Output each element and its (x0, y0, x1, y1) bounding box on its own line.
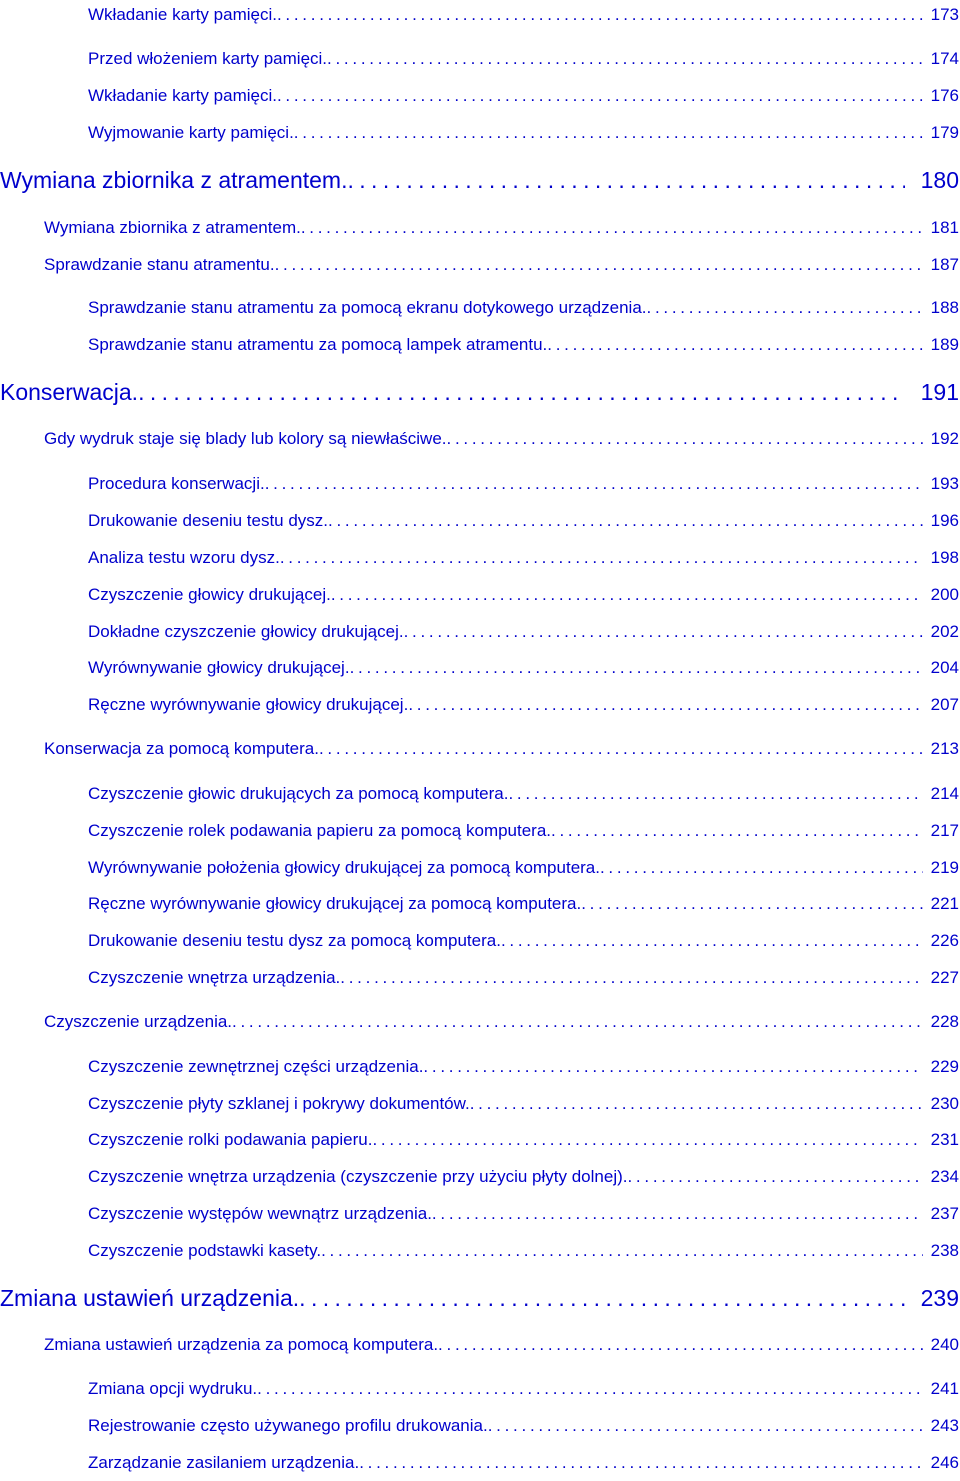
toc-entry-title: Rejestrowanie często używanego profilu drukowania. (88, 1416, 488, 1435)
toc-entry-page-number: 238 (930, 1241, 959, 1260)
toc-entry-page-number: 217 (930, 821, 959, 840)
toc-entry-page-number: 227 (930, 968, 959, 987)
dot-leader (470, 1093, 923, 1115)
toc-entry[interactable] (44, 1011, 959, 1033)
dot-leader (257, 1378, 923, 1400)
dot-leader (647, 297, 923, 319)
dot-leader (327, 48, 923, 70)
toc-entry-title: Czyszczenie głowicy drukującej. (88, 585, 331, 604)
toc-entry-title: Wymiana zbiornika z atramentem. (44, 218, 301, 237)
toc-entry-title: Konserwacja. (0, 379, 139, 405)
toc-entry[interactable] (44, 254, 959, 276)
dot-leader (551, 820, 923, 842)
toc-entry-title: Wkładanie karty pamięci. (88, 86, 277, 105)
dot-leader (359, 1452, 922, 1474)
toc-entry-page-number: 226 (930, 931, 959, 950)
toc-entry[interactable] (88, 547, 959, 569)
toc-entry-page-number: 239 (920, 1285, 959, 1311)
toc-entry-title: Czyszczenie urządzenia. (44, 1012, 233, 1031)
dot-leader (508, 783, 922, 805)
toc-entry[interactable] (88, 297, 959, 319)
toc-entry-title: Przed włożeniem karty pamięci. (88, 49, 328, 68)
toc-entry-page-number: 229 (930, 1057, 959, 1076)
toc-entry[interactable] (88, 1056, 959, 1078)
toc-entry[interactable] (0, 378, 959, 406)
dot-leader (328, 510, 923, 532)
toc-entry-title: Ręczne wyrównywanie głowicy drukującej. (88, 695, 409, 714)
toc-entry-title: Drukowanie deseniu testu dysz za pomocą komputera. (88, 931, 501, 950)
toc-entry-title: Gdy wydruk staje się blady lub kolory są niewłaściwe. (44, 429, 447, 448)
toc-entry[interactable] (88, 657, 959, 679)
toc-entry[interactable] (88, 122, 959, 144)
toc-entry-title: Wyjmowanie karty pamięci. (88, 123, 294, 142)
toc-entry-title: Sprawdzanie stanu atramentu. (44, 255, 275, 274)
toc-entry-title: Czyszczenie płyty szklanej i pokrywy dokumentów. (88, 1094, 470, 1113)
toc-entry[interactable] (88, 1452, 959, 1474)
toc-entry-page-number: 200 (930, 585, 959, 604)
toc-entry[interactable] (88, 820, 959, 842)
toc-entry-title: Procedura konserwacji. (88, 474, 265, 493)
dot-leader (438, 1334, 923, 1356)
dot-leader (547, 334, 922, 356)
toc-entry[interactable] (88, 621, 959, 643)
dot-leader (447, 428, 923, 450)
toc-entry-page-number: 180 (920, 167, 959, 193)
dot-leader (277, 85, 923, 107)
toc-entry-title: Sprawdzanie stanu atramentu za pomocą lampek atramentu. (88, 335, 548, 354)
toc-entry-title: Zarządzanie zasilaniem urządzenia. (88, 1453, 360, 1472)
toc-entry-title: Drukowanie deseniu testu dysz. (88, 511, 329, 530)
toc-entry-page-number: 228 (930, 1012, 959, 1031)
toc-entry-title: Czyszczenie występów wewnątrz urządzenia. (88, 1204, 432, 1223)
toc-entry-page-number: 189 (930, 335, 959, 354)
dot-leader (501, 930, 923, 952)
dot-leader (404, 621, 923, 643)
toc-entry[interactable] (88, 473, 959, 495)
toc-entry-page-number: 219 (930, 858, 959, 877)
dot-leader (408, 694, 922, 716)
dot-leader (600, 857, 923, 879)
toc-entry-page-number: 246 (930, 1453, 959, 1472)
toc-entry-page-number: 193 (930, 474, 959, 493)
toc-entry-title: Zmiana opcji wydruku. (88, 1379, 258, 1398)
toc-entry-page-number: 191 (920, 379, 959, 405)
toc-entry-page-number: 240 (930, 1335, 959, 1354)
toc-entry-page-number: 241 (930, 1379, 959, 1398)
toc-entry[interactable] (88, 85, 959, 107)
toc-entry[interactable] (88, 857, 959, 879)
dot-leader (350, 657, 923, 679)
toc-entry-page-number: 176 (930, 86, 959, 105)
dot-leader (347, 166, 904, 194)
dot-leader (138, 378, 905, 406)
toc-entry[interactable] (88, 1093, 959, 1115)
toc-entry-title: Wyrównywanie położenia głowicy drukującej za pomocą komputera. (88, 858, 600, 877)
toc-entry-page-number: 179 (930, 123, 959, 142)
toc-entry-page-number: 181 (930, 218, 959, 237)
dot-leader (627, 1166, 922, 1188)
toc-entry-title: Zmiana ustawień urządzenia. (0, 1285, 300, 1311)
toc-entry[interactable] (88, 48, 959, 70)
toc-entry-page-number: 231 (930, 1130, 959, 1149)
toc-entry[interactable] (88, 1240, 959, 1262)
toc-entry-page-number: 196 (930, 511, 959, 530)
dot-leader (372, 1129, 922, 1151)
dot-leader (581, 893, 922, 915)
dot-leader (265, 473, 923, 495)
dot-leader (488, 1415, 923, 1437)
toc-entry[interactable] (88, 1166, 959, 1188)
dot-leader (340, 967, 922, 989)
toc-entry-page-number: 202 (930, 622, 959, 641)
toc-entry-page-number: 207 (930, 695, 959, 714)
dot-leader (275, 254, 923, 276)
toc-entry-title: Czyszczenie głowic drukujących za pomocą komputera. (88, 784, 509, 803)
toc-entry-page-number: 204 (930, 658, 959, 677)
toc-entry[interactable] (0, 1284, 959, 1312)
toc-entry-title: Czyszczenie rolek podawania papieru za pomocą komputera. (88, 821, 552, 840)
toc-entry-page-number: 237 (930, 1204, 959, 1223)
toc-entry-title: Czyszczenie zewnętrznej części urządzenia. (88, 1057, 424, 1076)
toc-entry[interactable] (88, 584, 959, 606)
toc-entry-title: Wymiana zbiornika z atramentem. (0, 167, 348, 193)
dot-leader (294, 122, 923, 144)
toc-entry-title: Dokładne czyszczenie głowicy drukującej. (88, 622, 404, 641)
toc-entry[interactable] (88, 1203, 959, 1225)
dot-leader (277, 4, 923, 26)
dot-leader (299, 1284, 904, 1312)
dot-leader (423, 1056, 922, 1078)
toc-entry[interactable] (88, 783, 959, 805)
toc-entry-title: Sprawdzanie stanu atramentu za pomocą ekranu dotykowego urządzenia. (88, 298, 647, 317)
toc-entry-page-number: 174 (930, 49, 959, 68)
toc-entry[interactable] (88, 694, 959, 716)
toc-entry-page-number: 187 (930, 255, 959, 274)
toc-entry[interactable] (88, 930, 959, 952)
toc-entry-page-number: 230 (930, 1094, 959, 1113)
toc-entry[interactable] (44, 738, 959, 760)
toc-entry-title: Analiza testu wzoru dysz. (88, 548, 280, 567)
toc-entry-page-number: 213 (930, 739, 959, 758)
toc-entry-title: Czyszczenie wnętrza urządzenia (czyszczenie przy użyciu płyty dolnej). (88, 1167, 628, 1186)
toc-entry[interactable] (44, 217, 959, 239)
toc-entry[interactable] (88, 967, 959, 989)
toc-entry[interactable] (88, 1415, 959, 1437)
toc-entry-title: Czyszczenie rolki podawania papieru. (88, 1130, 373, 1149)
toc-entry-title: Zmiana ustawień urządzenia za pomocą komputera. (44, 1335, 439, 1354)
toc-entry-page-number: 243 (930, 1416, 959, 1435)
toc-entry-title: Ręczne wyrównywanie głowicy drukującej za pomocą komputera. (88, 894, 582, 913)
toc-entry-title: Wyrównywanie głowicy drukującej. (88, 658, 350, 677)
toc-entry-page-number: 221 (930, 894, 959, 913)
toc-entry-page-number: 173 (930, 5, 959, 24)
toc-entry-page-number: 214 (930, 784, 959, 803)
toc-entry-page-number: 234 (930, 1167, 959, 1186)
dot-leader (331, 584, 923, 606)
dot-leader (432, 1203, 923, 1225)
toc-entry[interactable] (0, 166, 959, 194)
dot-leader (301, 217, 923, 239)
toc-entry-title: Czyszczenie podstawki kasety. (88, 1241, 322, 1260)
toc-entry-title: Czyszczenie wnętrza urządzenia. (88, 968, 341, 987)
toc-entry-page-number: 198 (930, 548, 959, 567)
dot-leader (232, 1011, 923, 1033)
toc-entry[interactable] (44, 428, 959, 450)
toc-entry-page-number: 192 (930, 429, 959, 448)
dot-leader (319, 738, 923, 760)
toc-entry[interactable] (88, 510, 959, 532)
toc-entry[interactable] (88, 4, 959, 26)
toc-entry-title: Wkładanie karty pamięci. (88, 5, 277, 24)
dot-leader (280, 547, 923, 569)
toc-entry[interactable] (44, 1334, 959, 1356)
toc-entry-title: Konserwacja za pomocą komputera. (44, 739, 319, 758)
toc-entry[interactable] (88, 1378, 959, 1400)
toc-entry-page-number: 188 (930, 298, 959, 317)
dot-leader (321, 1240, 923, 1262)
toc-entry[interactable] (88, 334, 959, 356)
toc-entry[interactable] (88, 1129, 959, 1151)
toc-entry[interactable] (88, 893, 959, 915)
